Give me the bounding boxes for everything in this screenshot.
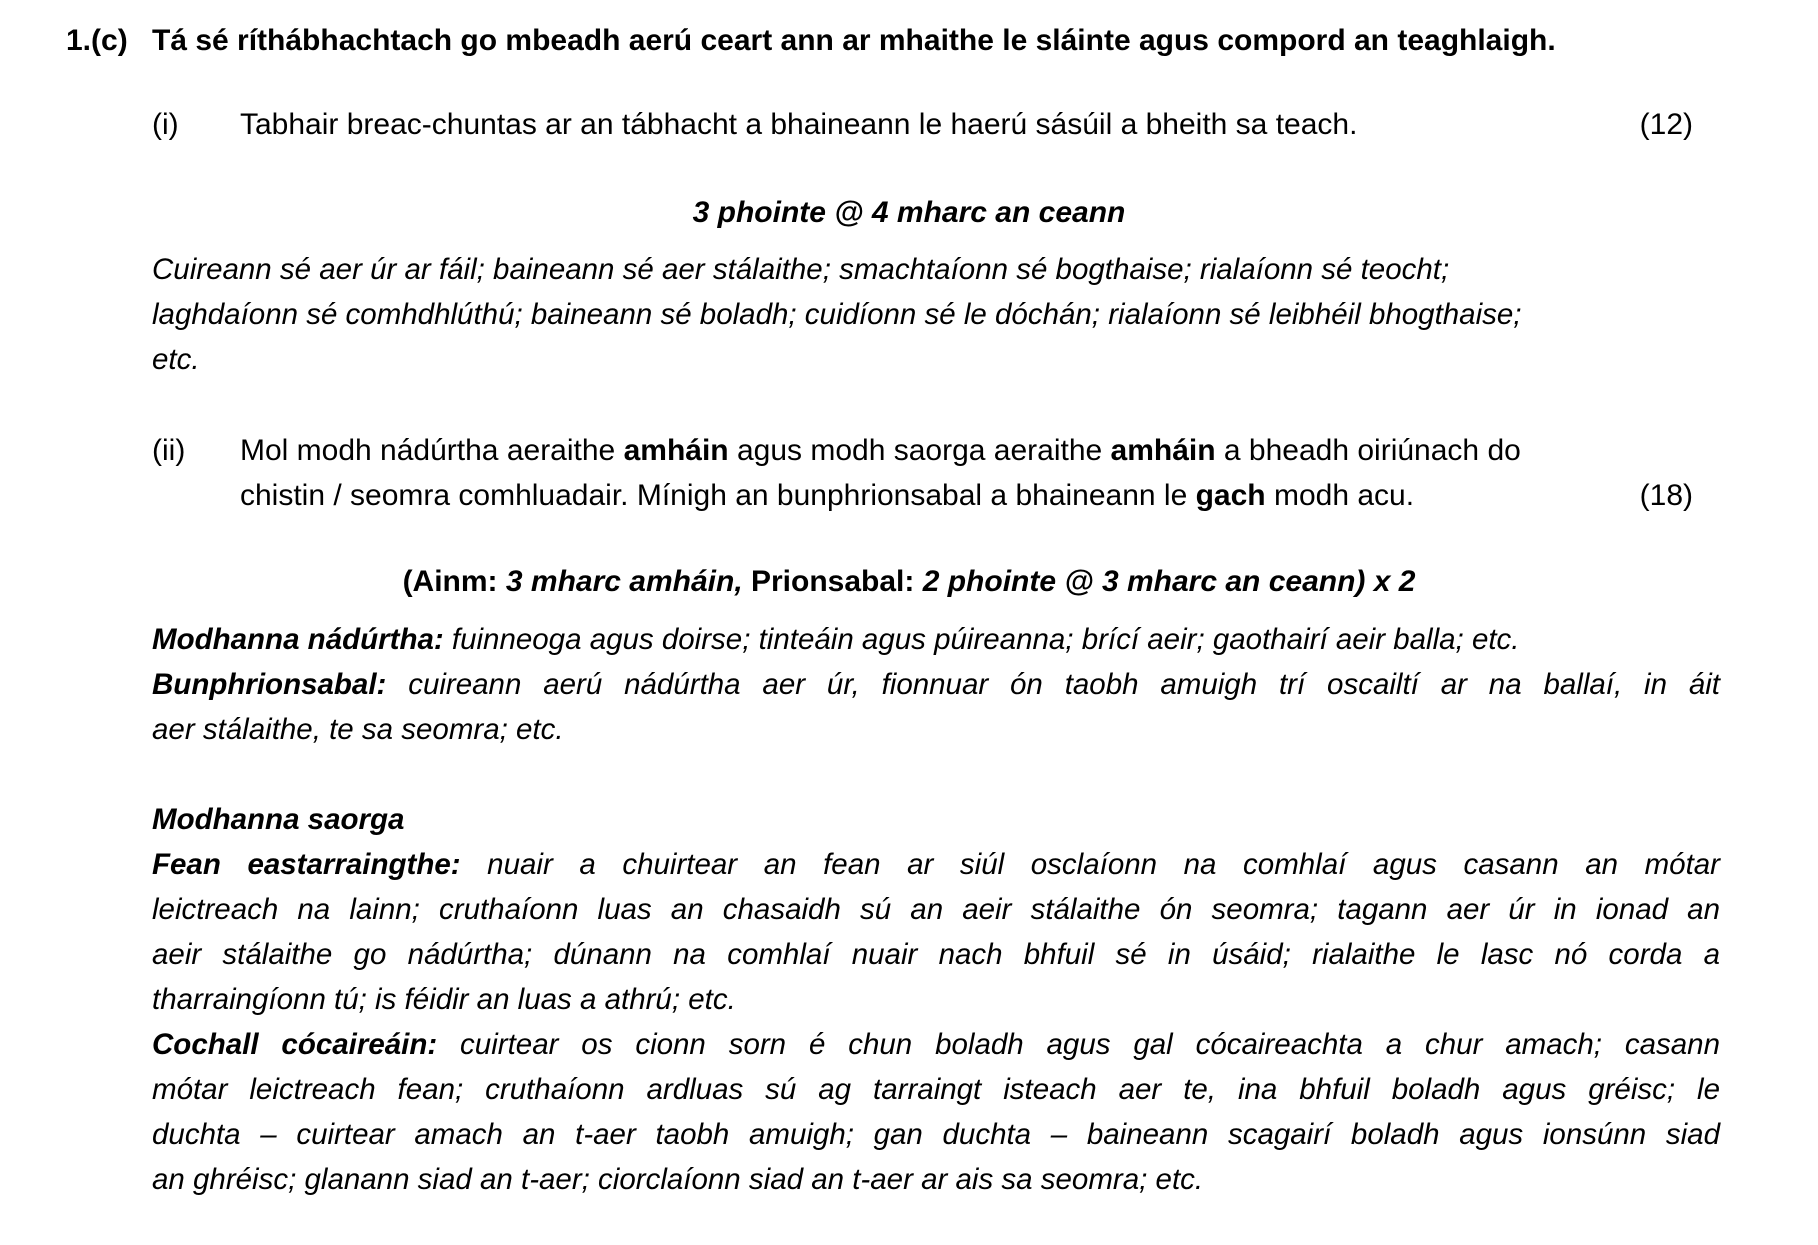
principle-line — [152, 662, 1720, 707]
cooker-hood-line: an ghréisc; glanann siad an t-aer; ciorclaíonn siad an t-aer ar ais sa seomra; etc. — [152, 1163, 1204, 1196]
answer-line: etc. — [152, 343, 200, 376]
text-run: a bheadh oiriúnach do — [1215, 434, 1521, 467]
text-run: nuair a chuirtear an fean ar siúl osclaíonn na comhlaí agus casann an mótar — [460, 848, 1720, 881]
cooker-hood-label: Cochall cócaireáin: — [152, 1028, 438, 1061]
text-run: 3 mharc amháin, — [505, 565, 743, 598]
text-run: (Ainm: — [402, 565, 506, 598]
part-ii-label: (ii) — [152, 434, 186, 467]
part-i-answer — [152, 247, 1720, 382]
part-ii-question — [152, 428, 1692, 518]
artificial-methods — [152, 797, 1720, 1202]
text-run: Prionsabal: — [742, 565, 923, 598]
text-run: Mol modh nádúrtha aeraithe — [240, 434, 624, 467]
question-heading — [66, 24, 1556, 58]
text-run: 2 phointe @ 3 mharc an ceann) x 2 — [922, 565, 1416, 598]
part-ii-line-2 — [240, 473, 1680, 518]
answer-line: laghdaíonn sé comhdhlúthú; baineann sé boladh; cuidíonn sé le dóchán; rialaíonn sé leibhéil bhogthaise; — [152, 298, 1522, 331]
answer-line: Cuireann sé aer úr ar fáil; baineann sé aer stálaithe; smachtaíonn sé bogthaise; rialaíonn sé teocht; — [152, 253, 1450, 286]
part-i-marks: (12) — [1639, 108, 1693, 141]
question-title: Tá sé ríthábhachtach go mbeadh aerú ceart ann ar mhaithe le sláinte agus compord an teaghlaigh. — [152, 24, 1556, 57]
text-run: fuinneoga agus doirse; tinteáin agus púireanna; brící aeir; gaothairí aeir balla; etc. — [443, 623, 1520, 656]
part-ii-marks: (18) — [1639, 479, 1693, 512]
text-run: cuireann aerú nádúrtha aer úr, fionnuar ón taobh amuigh trí oscailtí ar na ballaí, in áit — [386, 668, 1720, 701]
text-run: modh acu. — [1265, 479, 1415, 512]
part-i-text: Tabhair breac-chuntas ar an tábhacht a bhaineann le haerú sásúil a bheith sa teach. — [240, 108, 1358, 141]
extractor-fan-line: tharraingíonn tú; is féidir an luas a athrú; etc. — [152, 983, 736, 1016]
extractor-fan-line: leictreach na lainn; cruthaíonn luas an chasaidh sú an aeir stálaithe ón seomra; tagann aer úr in ionad an — [152, 893, 1720, 926]
text-run: chistin / seomra comhluadair. Mínigh an bunphrionsabal a bhaineann le — [240, 479, 1196, 512]
natural-methods-line — [152, 617, 1720, 662]
text-run: cuirtear os cionn sorn é chun boladh agus gal cócaireachta a chur amach; casann — [437, 1028, 1720, 1061]
question-number: 1.(c) — [66, 24, 128, 57]
cooker-hood-line — [152, 1022, 1720, 1067]
principle-label: Bunphrionsabal: — [152, 668, 387, 701]
natural-methods — [152, 617, 1720, 752]
part-ii-scheme-heading — [0, 565, 1818, 599]
cooker-hood-line: mótar leictreach fean; cruthaíonn ardluas sú ag tarraingt isteach aer te, ina bhfuil boladh agus gréisc; le — [152, 1073, 1720, 1106]
emphasis-amhain: amháin — [623, 434, 729, 467]
extractor-fan-line: aeir stálaithe go nádúrtha; dúnann na comhlaí nuair nach bhfuil sé in úsáid; rialaithe le lasc nó corda a — [152, 938, 1720, 971]
principle-line: aer stálaithe, te sa seomra; etc. — [152, 713, 564, 746]
part-i-question — [152, 102, 1692, 147]
part-i-label: (i) — [152, 108, 179, 141]
natural-methods-label: Modhanna nádúrtha: — [152, 623, 444, 656]
emphasis-gach: gach — [1195, 479, 1266, 512]
part-ii-line-1 — [240, 428, 1680, 473]
emphasis-amhain: amháin — [1110, 434, 1216, 467]
text-run: agus modh saorga aeraithe — [728, 434, 1111, 467]
part-i-scheme-heading: 3 phointe @ 4 mharc an ceann — [692, 196, 1126, 229]
extractor-fan-label: Fean eastarraingthe: — [152, 848, 461, 881]
part-ii-text — [240, 428, 1680, 518]
artificial-methods-heading: Modhanna saorga — [152, 803, 405, 836]
extractor-fan-line — [152, 842, 1720, 887]
cooker-hood-line: duchta – cuirtear amach an t-aer taobh amuigh; gan duchta – baineann scagairí boladh agus ionsúnn siad — [152, 1118, 1720, 1151]
